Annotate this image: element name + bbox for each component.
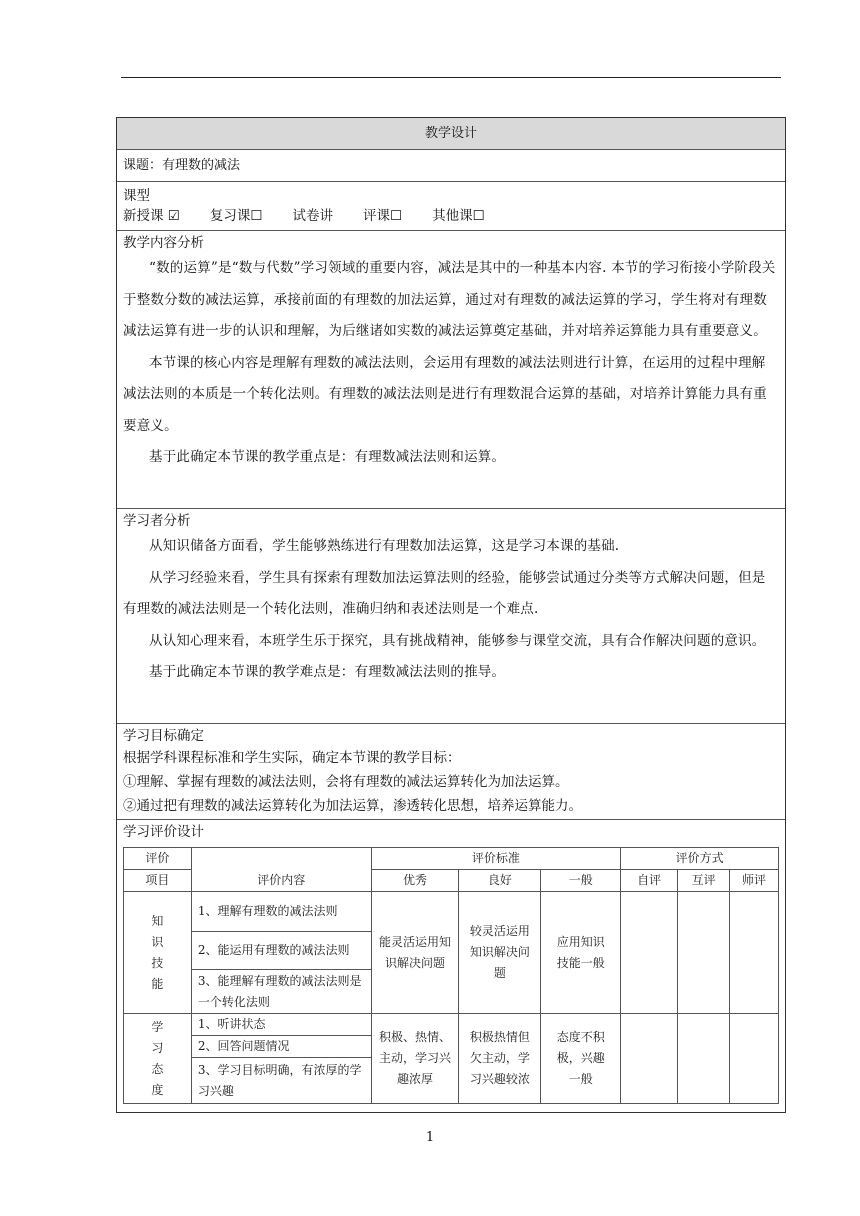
learner-paragraph: 基于此确定本节课的教学难点是：有理数减法法则的推导。 bbox=[149, 664, 506, 680]
content-analysis-row bbox=[117, 231, 785, 509]
lesson-type-label: 课型 bbox=[123, 188, 150, 204]
standard-general: 应用知识技能一般 bbox=[541, 892, 621, 1014]
lesson-type-row bbox=[117, 182, 785, 231]
eval-method-header: 评价方式 bbox=[621, 848, 779, 870]
learner-analysis-label: 学习者分析 bbox=[123, 513, 191, 529]
eval-content-item: 1、理解有理数的减法法则 bbox=[191, 892, 371, 932]
content-paragraph: “数的运算”是“数与代数”学习领域的重要内容，减法是其中的一种基本内容. 本节的学习衔接小学阶段关于整数分数的减法运算，承接前面的有理数的加法运算，通过对有理数的减法运算的学习，学生将对有理数减法运算有进一步的认识和理解，为后继诸如实数的减法运算奠定基础，并对培养运算能力具有重要意义。 bbox=[123, 260, 776, 339]
standard-excellent: 积极、热情、主动，学习兴趣浓厚 bbox=[371, 1014, 459, 1104]
content-paragraph: 基于此确定本节课的教学重点是：有理数减法法则和运算。 bbox=[149, 449, 506, 465]
type-evaluate[interactable]: 评课☐ bbox=[363, 208, 403, 224]
evaluation-table bbox=[123, 847, 779, 1104]
eval-item-header-top: 评价 bbox=[124, 848, 192, 870]
standard-good: 较灵活运用知识解决问题 bbox=[459, 892, 541, 1014]
learner-analysis-row bbox=[117, 509, 785, 724]
eval-item-header-bottom: 项目 bbox=[124, 870, 192, 892]
page-number: 1 bbox=[425, 1130, 435, 1145]
method-teacher-header: 师评 bbox=[730, 870, 779, 892]
learner-paragraph: 从知识储备方面看，学生能够熟练进行有理数加法运算，这是学习本课的基础. bbox=[149, 538, 620, 554]
type-review[interactable]: 复习课☐ bbox=[209, 208, 263, 224]
peer-eval-cell[interactable] bbox=[678, 1014, 730, 1104]
eval-content-header: 评价内容 bbox=[191, 848, 371, 892]
learner-paragraph: 从认知心理来看，本班学生乐于探究，具有挑战精神，能够参与课堂交流，具有合作解决问题的意识。 bbox=[149, 632, 766, 649]
teacher-eval-cell[interactable] bbox=[730, 1014, 779, 1104]
objectives-row bbox=[117, 724, 785, 820]
header-rule bbox=[121, 77, 781, 78]
evaluation-label: 学习评价设计 bbox=[123, 824, 204, 840]
method-self-header: 自评 bbox=[621, 870, 678, 892]
learner-paragraph: 从学习经验来看，学生具有探索有理数加法运算法则的经验，能够尝试通过分类等方式解决问题，但是有理数的减法法则是一个转化法则，准确归纳和表述法则是一个难点. bbox=[123, 569, 766, 617]
type-new[interactable]: 新授课 ☑ bbox=[123, 208, 180, 224]
objective-item: ①理解、掌握有理数的减法法则，会将有理数的减法运算转化为加法运算。 bbox=[123, 774, 569, 790]
level-general-header: 一般 bbox=[541, 870, 621, 892]
self-eval-cell[interactable] bbox=[621, 1014, 678, 1104]
eval-content-item: 2、能运用有理数的减法法则 bbox=[191, 932, 371, 970]
group-name-attitude: 学 习 态 度 bbox=[124, 1014, 192, 1104]
table-title: 教学设计 bbox=[117, 118, 785, 150]
standard-good: 积极热情但欠主动，学习兴趣较浓 bbox=[459, 1014, 541, 1104]
objectives-intro: 根据学科课程标准和学生实际，确定本节课的教学目标： bbox=[123, 750, 461, 766]
self-eval-cell[interactable] bbox=[621, 892, 678, 1014]
content-paragraph: 本节课的核心内容是理解有理数的减法法则，会运用有理数的减法法则进行计算，在运用的过程中理解减法法则的本质是一个转化法则。有理数的减法法则是进行有理数混合运算的基础，对培养计算能力具有重要意义。 bbox=[123, 354, 767, 434]
objective-item: ②通过把有理数的减法运算转化为加法运算，渗透转化思想，培养运算能力。 bbox=[123, 798, 582, 814]
teacher-eval-cell[interactable] bbox=[730, 892, 779, 1014]
standard-general: 态度不积极，兴趣一般 bbox=[541, 1014, 621, 1104]
eval-content-item: 3、能理解有理数的减法法则是一个转化法则 bbox=[191, 970, 371, 1014]
type-exam: 试卷讲 bbox=[292, 208, 334, 224]
method-peer-header: 互评 bbox=[678, 870, 730, 892]
topic-text: 课题：有理数的减法 bbox=[123, 158, 241, 173]
topic-row bbox=[117, 150, 785, 182]
peer-eval-cell[interactable] bbox=[678, 892, 730, 1014]
eval-content-item: 1、听讲状态 bbox=[191, 1014, 371, 1036]
eval-standard-header: 评价标准 bbox=[371, 848, 621, 870]
standard-excellent: 能灵活运用知识解决问题 bbox=[371, 892, 459, 1014]
group-name-knowledge: 知 识 技 能 bbox=[124, 892, 192, 1014]
content-analysis-label: 教学内容分析 bbox=[123, 235, 204, 251]
type-other[interactable]: 其他课☐ bbox=[432, 208, 485, 224]
eval-content-item: 2、回答问题情况 bbox=[191, 1036, 371, 1058]
level-good-header: 良好 bbox=[459, 870, 541, 892]
objectives-label: 学习目标确定 bbox=[123, 728, 204, 744]
level-excellent-header: 优秀 bbox=[371, 870, 459, 892]
eval-content-item: 3、学习目标明确，有浓厚的学习兴趣 bbox=[191, 1058, 371, 1104]
